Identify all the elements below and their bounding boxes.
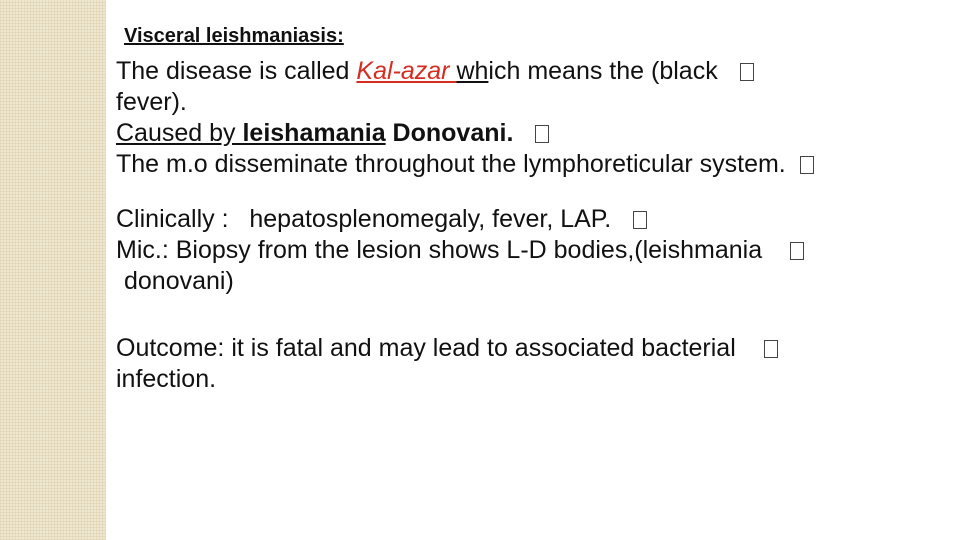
missing-glyph-box-icon xyxy=(800,156,814,174)
microscopy-line xyxy=(116,235,956,266)
missing-glyph-box-icon xyxy=(535,125,549,143)
definition-line-1 xyxy=(116,56,956,87)
clinical-line xyxy=(116,204,956,235)
missing-glyph-box-icon xyxy=(740,63,754,81)
slide-body xyxy=(116,56,956,395)
microscopy-text: Mic.: Biopsy from the lesion shows L-D bodies,(leishmania xyxy=(116,236,763,264)
slide-title xyxy=(124,24,344,48)
paragraph-clinical xyxy=(116,204,956,297)
cause-line xyxy=(116,118,956,149)
clinical-text: Clinically : hepatosplenomegaly, fever, LAP. xyxy=(116,205,612,233)
kal-azar-term: Kal-azar xyxy=(356,57,457,85)
definition-text-start: The disease is called xyxy=(116,57,357,85)
missing-glyph-box-icon xyxy=(764,340,778,358)
paragraph-cause xyxy=(116,118,956,180)
which-underlined: wh xyxy=(456,57,489,85)
paragraph-outcome xyxy=(116,333,956,395)
dissemination-text: The m.o disseminate throughout the lymphoreticular system. xyxy=(116,150,786,178)
genus-name: leishamania xyxy=(242,119,386,147)
definition-continuation: fever). xyxy=(116,88,187,116)
microscopy-continuation-line xyxy=(116,266,956,297)
caused-by-text: Caused by xyxy=(116,119,243,147)
spacer xyxy=(116,297,956,333)
species-name: Donovani. xyxy=(385,119,514,147)
outcome-line xyxy=(116,333,956,364)
missing-glyph-box-icon xyxy=(790,242,804,260)
definition-line-2 xyxy=(116,87,956,118)
spacer xyxy=(116,180,956,204)
paragraph-definition xyxy=(116,56,956,118)
title-lead: Visceral leishmaniasi xyxy=(124,25,326,47)
outcome-text: Outcome: it is fatal and may lead to associated bacterial xyxy=(116,334,736,362)
definition-text-end: ich means the (black xyxy=(488,57,718,85)
dissemination-line xyxy=(116,149,956,180)
outcome-continuation-line xyxy=(116,364,956,395)
outcome-continuation: infection. xyxy=(116,365,217,393)
decorative-side-band xyxy=(0,0,106,540)
title-tail: s: xyxy=(325,25,344,47)
microscopy-continuation: donovani) xyxy=(124,267,234,295)
missing-glyph-box-icon xyxy=(633,211,647,229)
